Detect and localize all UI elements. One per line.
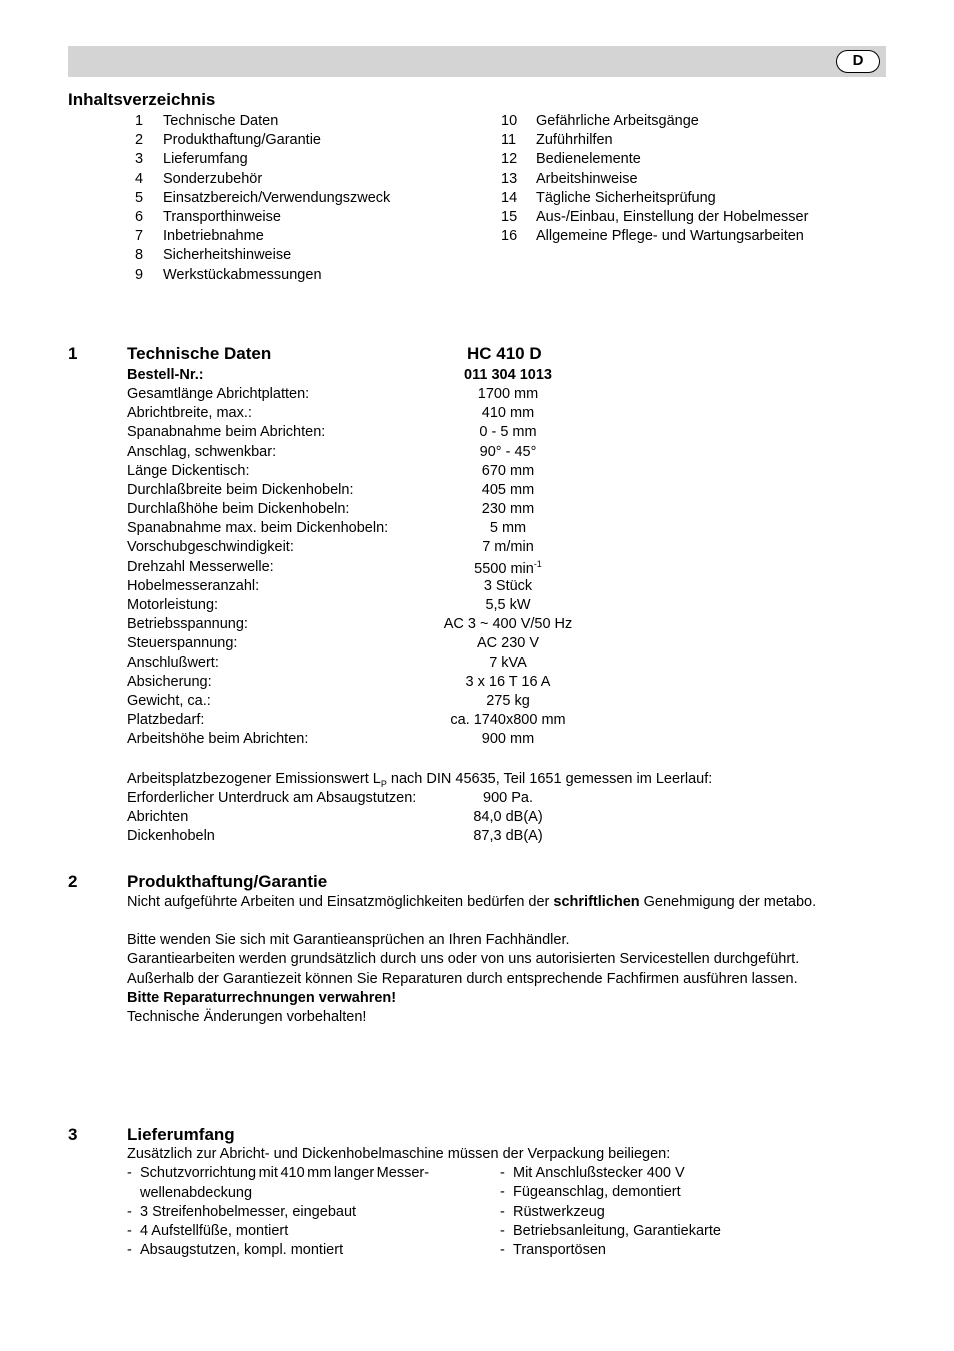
spec-label: Hobelmesseranzahl:	[127, 577, 260, 594]
spec-value: 3 Stück	[483, 577, 533, 594]
order-number-label: Bestell-Nr.:	[127, 367, 204, 383]
delivery-item-feet: 4 Aufstellfüße, montiert	[140, 1223, 289, 1239]
noise-label-vacuum: Erforderlicher Unterdruck am Absaugstutzen:	[127, 790, 417, 806]
header-bar	[68, 46, 886, 77]
toc-entry: Gefährliche Arbeitsgänge	[536, 113, 699, 129]
delivery-item: Transportösen	[513, 1242, 606, 1259]
toc-entry: Sicherheitshinweise	[163, 247, 292, 264]
section-2-paragraph-3: Garantiearbeiten werden grundsätzlich durch uns oder von uns autorisierten Servicestellen durchgeführt.	[127, 951, 800, 967]
section-3-title: Lieferumfang	[127, 1125, 235, 1144]
toc-entry: Aus-/Einbau, Einstellung der Hobelmesser	[536, 209, 809, 225]
section-1-title: Technische Daten	[127, 344, 272, 363]
toc-number: 11	[501, 132, 517, 149]
spec-label: Absicherung:	[127, 673, 212, 690]
spec-value: 3 x 16 T 16 A	[465, 673, 551, 690]
toc-number: 10	[501, 113, 518, 129]
toc-entry: Sonderzubehör	[163, 170, 263, 187]
spec-value: AC 3 ~ 400 V/50 Hz	[443, 616, 573, 633]
delivery-dash: -	[127, 1165, 132, 1181]
section-1-number: 1	[68, 344, 78, 363]
spec-value: 405 mm	[481, 481, 535, 498]
section-2-paragraph-1: Nicht aufgeführte Arbeiten und Einsatzmöglichkeiten bedürfen der schriftlichen Genehmigung der metabo.	[127, 894, 817, 910]
delivery-item: Rüstwerkzeug	[513, 1203, 605, 1220]
delivery-item: Mit Anschlußstecker 400 V	[513, 1165, 685, 1181]
spec-label: Anschlag, schwenkbar:	[127, 443, 277, 460]
delivery-item-guard: Schutzvorrichtung mit 410 mm langer Messer-	[140, 1165, 430, 1181]
emission-heading: Arbeitsplatzbezogener Emissionswert $L_P$ nach DIN 45635, Teil 1651 gemessen im Leerlauf:	[127, 771, 713, 789]
spec-label: Drehzahl Messerwelle:	[127, 558, 274, 575]
delivery-dash: -	[500, 1165, 505, 1181]
toc-number: 14	[501, 189, 518, 206]
spec-label: Durchlaßbreite beim Dickenhobeln:	[127, 481, 354, 498]
noise-value-thicknessing: 87,3 dB(A)	[473, 828, 543, 844]
toc-entry: Tägliche Sicherheitsprüfung	[536, 189, 716, 206]
delivery-item-extraction: Absaugstutzen, kompl. montiert	[140, 1242, 344, 1258]
spec-label: Betriebsspannung:	[127, 616, 248, 633]
toc-entry: Technische Daten	[163, 113, 279, 129]
toc-number: 9	[135, 266, 144, 283]
section-2-notice: Bitte Reparaturrechnungen verwahren!	[127, 990, 397, 1006]
delivery-dash: -	[500, 1203, 505, 1220]
spec-label: Motorleistung:	[127, 596, 219, 613]
toc-entry: Zuführhilfen	[536, 132, 613, 149]
spec-label: Platzbedarf:	[127, 712, 205, 729]
toc-entry: Bedienelemente	[536, 151, 641, 168]
spec-value: 7 m/min	[482, 539, 534, 556]
toc-number: 1	[135, 113, 144, 129]
spec-value: 230 mm	[481, 501, 535, 518]
spec-value: 90° - 45°	[479, 443, 537, 460]
spec-label: Anschlußwert:	[127, 654, 219, 671]
spec-value: 1700 mm	[477, 386, 539, 402]
noise-value-vacuum: 900 Pa.	[483, 790, 533, 806]
toc-number: 12	[501, 151, 518, 168]
noise-label-thicknessing: Dickenhobeln	[127, 828, 215, 844]
spec-label: Gesamtlänge Abrichtplatten:	[127, 386, 310, 402]
delivery-item: Fügeanschlag, demontiert	[513, 1184, 681, 1201]
toc-number: 4	[135, 170, 144, 187]
language-badge: D	[836, 50, 880, 73]
toc-title: Inhaltsverzeichnis	[68, 90, 216, 109]
toc-number: 3	[135, 151, 144, 168]
delivery-item: Betriebsanleitung, Garantiekarte	[513, 1222, 721, 1239]
toc-entry: Inbetriebnahme	[163, 228, 264, 245]
spec-value: 670 mm	[481, 462, 535, 479]
delivery-dash: -	[127, 1204, 132, 1220]
toc-entry: Einsatzbereich/Verwendungszweck	[163, 189, 391, 206]
section-2-number: 2	[68, 872, 78, 891]
spec-value: 7 kVA	[489, 654, 527, 671]
spec-value: 5500 $\min^{-1}$	[474, 558, 542, 577]
spec-value: AC 230 V	[476, 635, 540, 652]
toc-number: 7	[135, 228, 144, 245]
toc-number: 6	[135, 209, 144, 225]
section-2-paragraph-2: Bitte wenden Sie sich mit Garantieansprüchen an Ihren Fachhändler.	[127, 932, 570, 948]
toc-number: 16	[501, 228, 518, 245]
spec-label: Arbeitshöhe beim Abrichten:	[127, 731, 309, 748]
delivery-item-knives: 3 Streifenhobelmesser, eingebaut	[140, 1204, 357, 1220]
spec-value: 275 kg	[486, 692, 530, 709]
section-3-intro: Zusätzlich zur Abricht- und Dickenhobelmaschine müssen der Verpackung beiliegen:	[127, 1146, 671, 1162]
toc-entry: Allgemeine Pflege- und Wartungsarbeiten	[536, 228, 804, 245]
noise-label-planing: Abrichten	[127, 809, 189, 825]
toc-number: 13	[501, 170, 518, 187]
toc-entry: Lieferumfang	[163, 151, 248, 168]
toc-entry: Arbeitshinweise	[536, 170, 638, 187]
spec-value: 410 mm	[481, 405, 535, 422]
delivery-dash: -	[500, 1184, 505, 1201]
toc-entry: Produkthaftung/Garantie	[163, 132, 321, 149]
delivery-dash: -	[127, 1242, 132, 1258]
toc-number: 5	[135, 189, 144, 206]
spec-label: Gewicht, ca.:	[127, 692, 211, 709]
noise-value-planing: 84,0 dB(A)	[473, 809, 543, 825]
spec-value: 900 mm	[481, 731, 535, 748]
model-name: HC 410 D	[467, 344, 542, 363]
spec-value: ca. 1740x800 mm	[450, 712, 566, 729]
spec-label: Abrichtbreite, max.:	[127, 405, 252, 422]
toc-number: 8	[135, 247, 144, 264]
section-2-title: Produkthaftung/Garantie	[127, 872, 328, 891]
section-2-paragraph-6: Technische Änderungen vorbehalten!	[127, 1009, 367, 1025]
spec-value: 0 - 5 mm	[479, 424, 537, 441]
spec-label: Steuerspannung:	[127, 635, 238, 652]
delivery-item-guard-cont: wellenabdeckung	[140, 1185, 253, 1201]
delivery-dash: -	[127, 1223, 132, 1239]
toc-entry: Transporthinweise	[163, 209, 281, 225]
spec-label: Durchlaßhöhe beim Dickenhobeln:	[127, 501, 350, 518]
spec-label: Vorschubgeschwindigkeit:	[127, 539, 294, 556]
spec-value: 5 mm	[489, 520, 527, 537]
spec-label: Spanabnahme beim Abrichten:	[127, 424, 326, 441]
section-3-number: 3	[68, 1125, 78, 1144]
toc-entry: Werkstückabmessungen	[163, 266, 322, 283]
spec-label: Länge Dickentisch:	[127, 462, 250, 479]
delivery-dash: -	[500, 1222, 505, 1239]
toc-number: 2	[135, 132, 144, 149]
spec-label: Spanabnahme max. beim Dickenhobeln:	[127, 520, 389, 537]
section-2-paragraph-4: Außerhalb der Garantiezeit können Sie Reparaturen durch entsprechende Fachfirmen ausführen lassen.	[127, 971, 798, 987]
delivery-dash: -	[500, 1242, 505, 1259]
order-number-value: 011 304 1013	[464, 367, 552, 383]
spec-value: 5,5 kW	[485, 596, 531, 613]
toc-number: 15	[501, 209, 518, 225]
